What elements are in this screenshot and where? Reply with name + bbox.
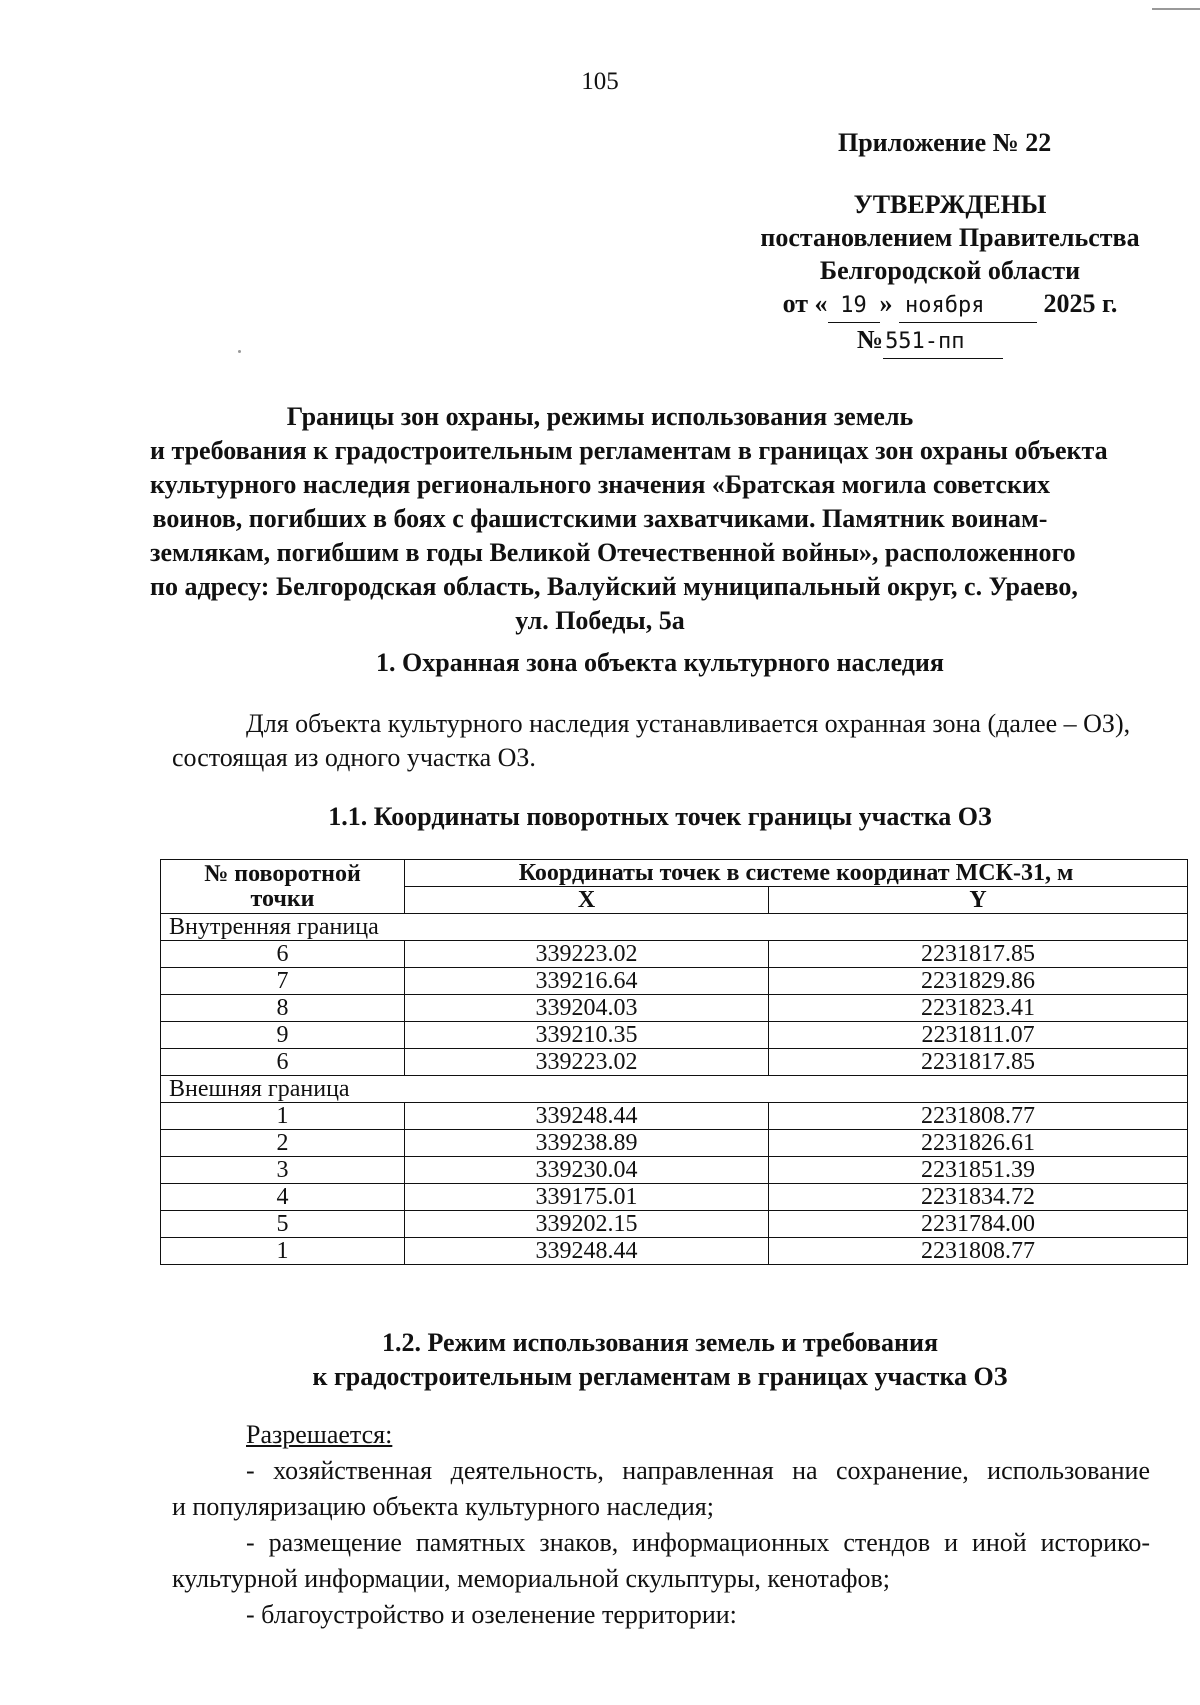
y-cell: 2231808.77 bbox=[769, 1103, 1188, 1130]
header-text: точки bbox=[250, 885, 315, 912]
coordinates-table bbox=[160, 859, 1188, 1265]
date-mid: » bbox=[879, 289, 893, 318]
header-text: № поворотной bbox=[204, 860, 361, 887]
point-number-header bbox=[161, 860, 405, 914]
page-number: 105 bbox=[581, 68, 619, 95]
approval-region: Белгородской области bbox=[819, 256, 1081, 285]
table-row bbox=[161, 995, 1188, 1022]
title-line: и требования к градостроительным регламентам в границах зон охраны объекта bbox=[150, 436, 1108, 465]
x-cell: 339223.02 bbox=[405, 1049, 769, 1076]
point-cell: 1 bbox=[161, 1238, 405, 1265]
list-item: - хозяйственная деятельность, направленная на сохранение, использование bbox=[246, 1456, 1150, 1485]
list-item-continuation: культурной информации, мемориальной скульптуры, кенотафов; bbox=[172, 1564, 890, 1593]
table-row bbox=[161, 1022, 1188, 1049]
x-cell: 339248.44 bbox=[405, 1103, 769, 1130]
y-cell: 2231851.39 bbox=[769, 1157, 1188, 1184]
date-year: 2025 г. bbox=[1043, 289, 1118, 318]
y-cell: 2231817.85 bbox=[769, 941, 1188, 968]
point-cell: 2 bbox=[161, 1130, 405, 1157]
section-1-heading: 1. Охранная зона объекта культурного наследия bbox=[376, 648, 944, 677]
group-row bbox=[161, 914, 1188, 941]
title-line: по адресу: Белгородская область, Валуйский муниципальный округ, с. Ураево, bbox=[150, 572, 1078, 601]
x-cell: 339223.02 bbox=[405, 941, 769, 968]
list-item-continuation: и популяризацию объекта культурного наследия; bbox=[172, 1492, 714, 1521]
x-cell: 339216.64 bbox=[405, 968, 769, 995]
title-line: воинов, погибших в боях с фашистскими захватчиками. Памятник воинам- bbox=[152, 504, 1048, 533]
document-title bbox=[150, 400, 1108, 638]
group-label: Внешняя граница bbox=[161, 1076, 1188, 1103]
point-cell: 6 bbox=[161, 941, 405, 968]
section-1-2-heading bbox=[0, 1326, 1200, 1394]
point-cell: 4 bbox=[161, 1184, 405, 1211]
heading-line: к градостроительным регламентам в границах участка ОЗ bbox=[312, 1362, 1008, 1391]
y-cell: 2231811.07 bbox=[769, 1022, 1188, 1049]
approval-date-line bbox=[740, 287, 1160, 323]
x-cell: 339202.15 bbox=[405, 1211, 769, 1238]
y-header: Y bbox=[769, 887, 1188, 914]
point-cell: 6 bbox=[161, 1049, 405, 1076]
table-row bbox=[161, 941, 1188, 968]
approval-resolution: постановлением Правительства bbox=[760, 223, 1140, 252]
allowed-label-text: Разрешается: bbox=[246, 1420, 393, 1449]
x-cell: 339210.35 bbox=[405, 1022, 769, 1049]
scan-edge-mark bbox=[1152, 8, 1200, 10]
x-cell: 339175.01 bbox=[405, 1184, 769, 1211]
group-label: Внутренняя граница bbox=[161, 914, 1188, 941]
scan-speck bbox=[238, 350, 241, 353]
resolution-number: 551-пп bbox=[883, 325, 1003, 359]
table-header-row bbox=[161, 860, 1188, 887]
y-cell: 2231826.61 bbox=[769, 1130, 1188, 1157]
y-cell: 2231834.72 bbox=[769, 1184, 1188, 1211]
point-cell: 8 bbox=[161, 995, 405, 1022]
number-prefix: № bbox=[856, 325, 884, 354]
approval-number-line bbox=[740, 323, 1160, 359]
table-row bbox=[161, 1157, 1188, 1184]
paragraph-line: состоящая из одного участка ОЗ. bbox=[172, 743, 536, 772]
coordinates-header: Координаты точек в системе координат МСК-31, м bbox=[405, 860, 1188, 887]
y-cell: 2231817.85 bbox=[769, 1049, 1188, 1076]
table-row bbox=[161, 1211, 1188, 1238]
approval-block bbox=[740, 188, 1160, 359]
x-cell: 339204.03 bbox=[405, 995, 769, 1022]
group-row bbox=[161, 1076, 1188, 1103]
table-row bbox=[161, 1103, 1188, 1130]
y-cell: 2231784.00 bbox=[769, 1211, 1188, 1238]
x-cell: 339238.89 bbox=[405, 1130, 769, 1157]
table-row bbox=[161, 1049, 1188, 1076]
table-row bbox=[161, 1238, 1188, 1265]
title-line: землякам, погибшим в годы Великой Отечественной войны», расположенного bbox=[150, 538, 1076, 567]
title-line: культурного наследия регионального значения «Братская могила советских bbox=[150, 470, 1050, 499]
appendix-label: Приложение № 22 bbox=[838, 128, 1052, 157]
date-prefix: от « bbox=[782, 289, 828, 318]
section-1-paragraph bbox=[172, 707, 1150, 775]
list-item: - размещение памятных знаков, информационных стендов и иной историко- bbox=[246, 1528, 1150, 1557]
y-cell: 2231808.77 bbox=[769, 1238, 1188, 1265]
section-1-1-heading: 1.1. Координаты поворотных точек границы участка ОЗ bbox=[328, 802, 992, 831]
table-row bbox=[161, 1184, 1188, 1211]
point-cell: 7 bbox=[161, 968, 405, 995]
date-day: 19 bbox=[828, 289, 880, 323]
table-row bbox=[161, 968, 1188, 995]
table-row bbox=[161, 1130, 1188, 1157]
list-item: - благоустройство и озеленение территории: bbox=[246, 1600, 737, 1629]
y-cell: 2231823.41 bbox=[769, 995, 1188, 1022]
point-cell: 1 bbox=[161, 1103, 405, 1130]
date-month: ноября bbox=[899, 289, 1037, 323]
x-cell: 339230.04 bbox=[405, 1157, 769, 1184]
point-cell: 9 bbox=[161, 1022, 405, 1049]
title-line: Границы зон охраны, режимы использования земель bbox=[286, 402, 914, 431]
y-cell: 2231829.86 bbox=[769, 968, 1188, 995]
allowed-list bbox=[172, 1417, 1150, 1633]
x-header: X bbox=[405, 887, 769, 914]
point-cell: 5 bbox=[161, 1211, 405, 1238]
allowed-label bbox=[172, 1417, 1150, 1453]
paragraph-line: Для объекта культурного наследия устанавливается охранная зона (далее – ОЗ), bbox=[246, 709, 1131, 738]
heading-line: 1.2. Режим использования земель и требования bbox=[381, 1328, 939, 1357]
title-line: ул. Победы, 5а bbox=[515, 606, 685, 635]
x-cell: 339248.44 bbox=[405, 1238, 769, 1265]
point-cell: 3 bbox=[161, 1157, 405, 1184]
approval-title: УТВЕРЖДЕНЫ bbox=[853, 190, 1047, 219]
